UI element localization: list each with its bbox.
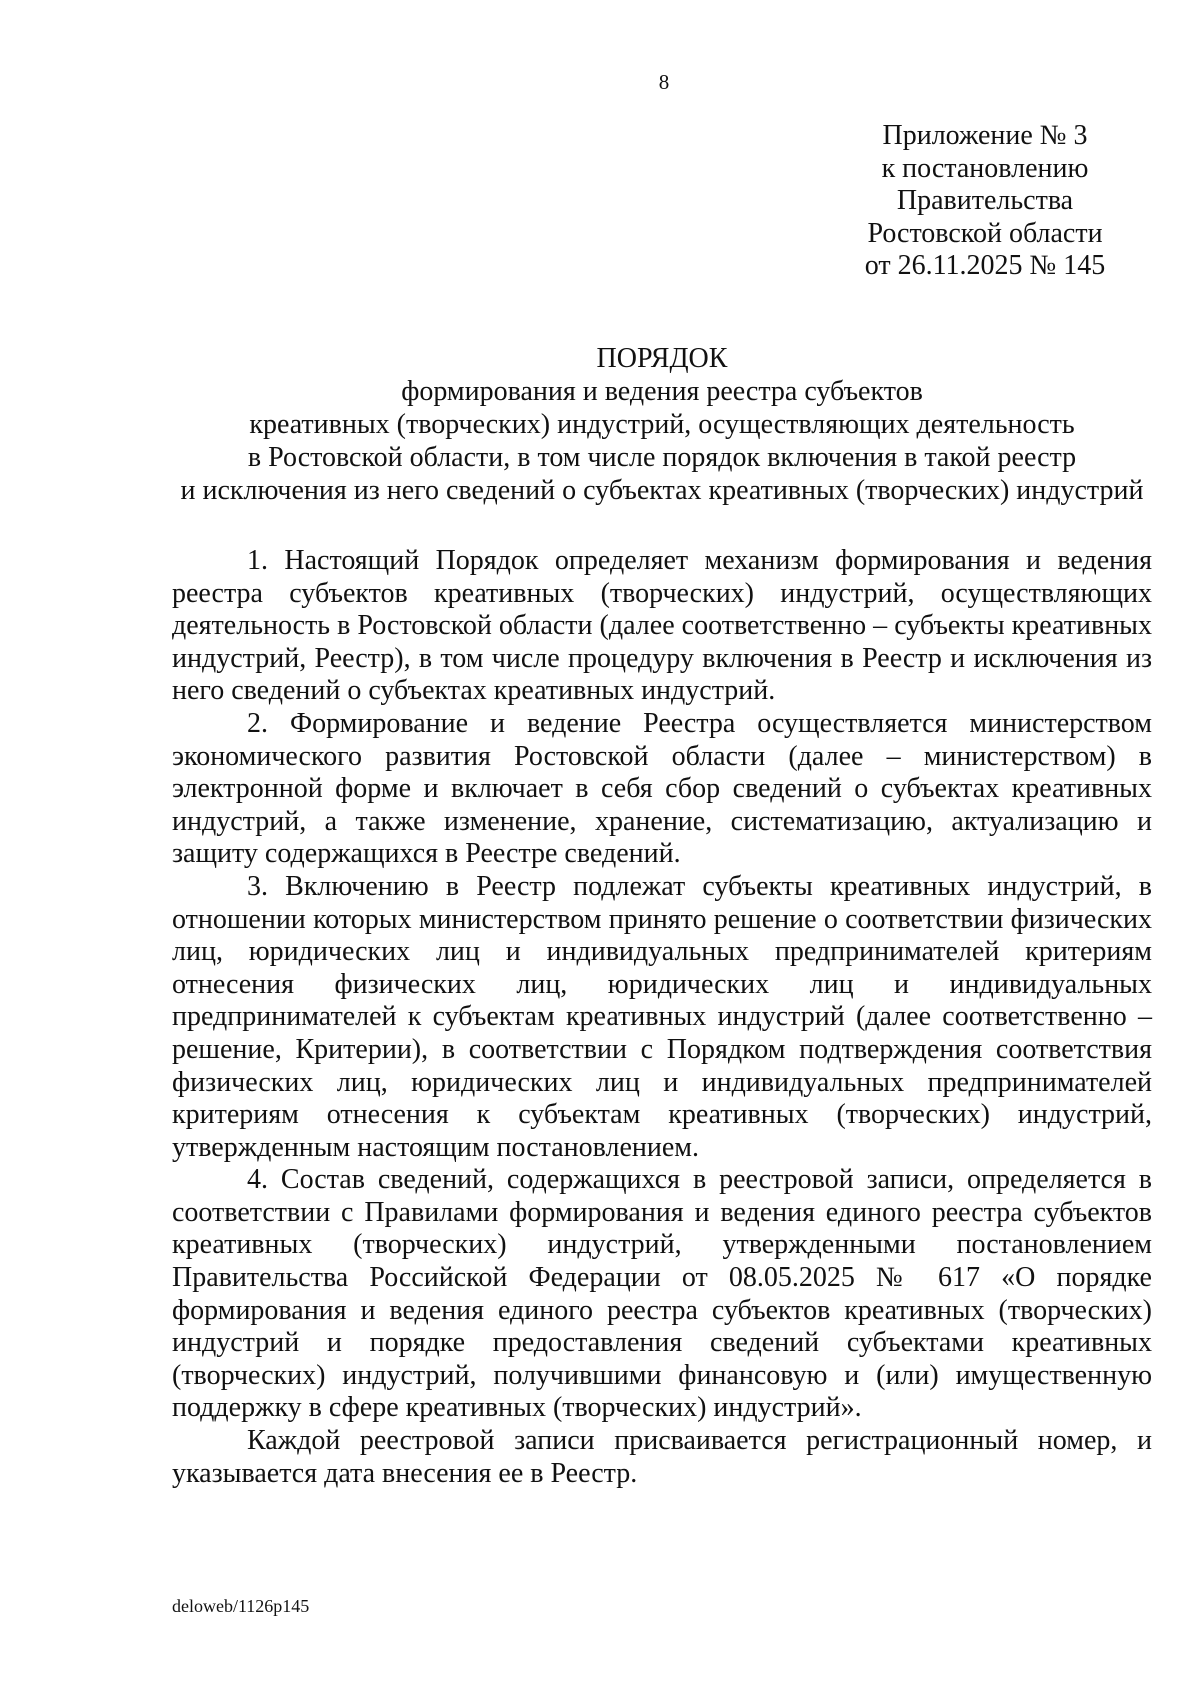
paragraph-1: 1. Настоящий Порядок определяет механизм формирования и ведения реестра субъектов креативных (творческих) индустрий, осуществляющих деятельность в Ростовской области (далее соответственно – субъекты креативных индустрий, Реестр), в том числе процедуру включения в Реестр и исключения из него сведений о субъектах креативных индустрий. [172,545,1152,707]
title-line: формирования и ведения реестра субъектов [401,376,923,407]
appendix-block [830,120,1140,283]
appendix-line: Приложение № 3 [882,120,1088,151]
paragraph-4: 4. Состав сведений, содержащихся в реестровой записи, определяется в соответствии с Правилами формирования и ведения единого реестра субъектов креативных (творческих) индустрий, утвержденными постановлением Правительства Российской Федерации от 08.05.2025 № 617 «О порядке формирования и ведения единого реестра субъектов креативных (творческих) индустрий и порядке предоставления сведений субъектами креативных (творческих) индустрий, получившими финансовую и (или) имущественную поддержку в сфере креативных (творческих) индустрий». [172,1164,1152,1424]
paragraph-5: Каждой реестровой записи присваивается регистрационный номер, и указывается дата внесения ее в Реестр. [172,1425,1152,1489]
document-title [172,342,1152,507]
paragraph-3: 3. Включению в Реестр подлежат субъекты креативных индустрий, в отношении которых министерством принято решение о соответствии физических лиц, юридических лиц и индивидуальных предпринимателей критериям отнесения физических лиц, юридических лиц и индивидуальных предпринимателей к субъектам креативных индустрий (далее соответственно – решение, Критерии), в соответствии с Порядком подтверждения соответствия физических лиц, юридических лиц и индивидуальных предпринимателей критериям отнесения к субъектам креативных (творческих) индустрий, утвержденным настоящим постановлением. [172,870,1152,1163]
appendix-line: к постановлению [881,152,1089,184]
title-line: в Ростовской области, в том числе порядок включения в такой реестр [247,442,1077,473]
document-body [172,545,1152,1490]
title-line: и исключения из него сведений о субъектах креативных (творческих) индустрий [180,475,1144,506]
footer-document-code: deloweb/1126p145 [172,1596,310,1616]
appendix-line: Правительства [896,185,1074,216]
title-line: креативных (творческих) индустрий, осуществляющих деятельность [249,409,1075,440]
title-heading: ПОРЯДОК [596,343,728,374]
page-number: 8 [658,70,670,94]
paragraph-2: 2. Формирование и ведение Реестра осуществляется министерством экономического развития Ростовской области (далее – министерством) в электронной форме и включает в себя сбор сведений о субъектах креативных индустрий, а также изменение, хранение, систематизацию, актуализацию и защиту содержащихся в Реестре сведений. [172,707,1152,870]
appendix-line: Ростовской области [867,217,1103,249]
appendix-line: от 26.11.2025 № 145 [864,250,1106,281]
